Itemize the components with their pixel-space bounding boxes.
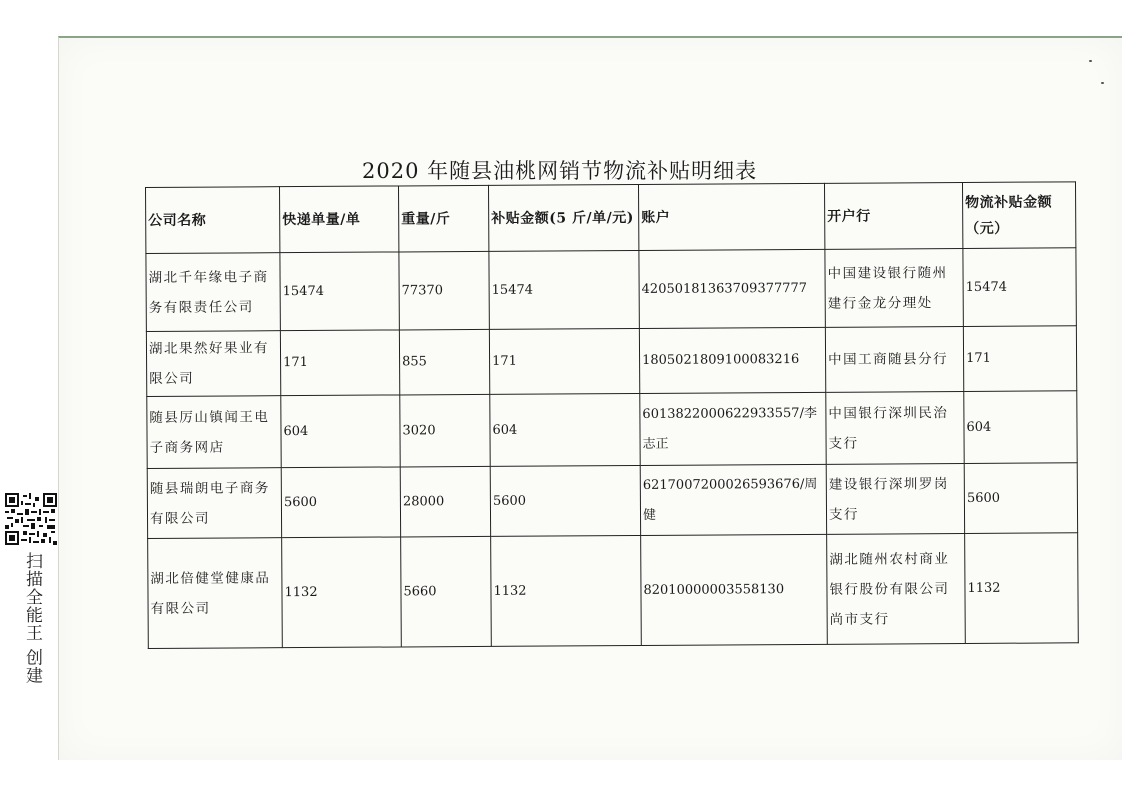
header-weight: 重量/斤	[398, 185, 488, 252]
table-row	[146, 326, 1076, 397]
header-subsidy-amount: 物流补贴金额（元）	[962, 182, 1075, 249]
cell-bank: 中国建设银行随州建行金龙分理处	[825, 249, 963, 328]
table-header-row	[146, 182, 1076, 254]
cell-express-orders: 15474	[280, 252, 399, 331]
cell-weight: 77370	[399, 251, 489, 330]
qr-code-icon	[5, 493, 57, 545]
cell-express-orders: 5600	[281, 467, 400, 538]
cell-account: 6217007200026593676/周健	[640, 464, 826, 535]
scan-speck	[1101, 82, 1104, 84]
cell-subsidy-amount: 1132	[965, 533, 1079, 644]
table-row	[147, 463, 1077, 539]
cell-subsidy-rate: 171	[489, 328, 639, 394]
scan-speck	[1089, 60, 1092, 62]
cell-weight: 28000	[400, 466, 490, 537]
cell-company-name: 湖北千年缘电子商务有限责任公司	[146, 253, 280, 332]
cell-company-name: 湖北倍健堂健康品有限公司	[148, 538, 283, 649]
header-subsidy-rate: 补贴金额(5 斤/单/元)	[488, 184, 638, 251]
cell-subsidy-rate: 15474	[489, 250, 639, 329]
cell-bank: 中国银行深圳民治支行	[826, 392, 964, 465]
cell-account: 6013822000622933557/李志正	[640, 392, 826, 465]
document-title: 2020 年随县油桃网销节物流补贴明细表	[362, 159, 758, 183]
cell-bank: 湖北随州农村商业银行股份有限公司尚市支行	[827, 533, 966, 644]
cell-account: 42050181363709377777	[639, 249, 825, 328]
header-bank: 开户行	[824, 183, 962, 250]
cell-express-orders: 171	[280, 330, 399, 396]
cell-company-name: 随县瑞朗电子商务有限公司	[147, 468, 281, 539]
cell-account: 82010000003558130	[641, 534, 828, 645]
header-account: 账户	[638, 183, 824, 250]
watermark-text: 扫描全能王 创建	[22, 552, 42, 685]
cell-company-name: 随县厉山镇闻王电子商务网店	[147, 396, 281, 469]
cell-weight: 5660	[401, 536, 492, 647]
table-row	[148, 533, 1079, 649]
subsidy-detail-table	[145, 181, 1079, 649]
cell-company-name: 湖北果然好果业有限公司	[146, 331, 280, 397]
cell-weight: 855	[399, 329, 489, 395]
header-express-orders: 快递单量/单	[280, 186, 399, 253]
cell-subsidy-amount: 15474	[963, 248, 1076, 327]
cell-express-orders: 1132	[282, 537, 402, 648]
cell-subsidy-amount: 5600	[964, 463, 1077, 534]
cell-subsidy-rate: 604	[490, 393, 640, 466]
cell-express-orders: 604	[281, 395, 400, 468]
header-company-name: 公司名称	[146, 187, 280, 254]
table-row	[146, 248, 1076, 332]
table-row	[147, 391, 1077, 469]
cell-weight: 3020	[400, 394, 490, 467]
cell-subsidy-rate: 5600	[490, 465, 640, 536]
cell-bank: 建设银行深圳罗岗支行	[826, 464, 964, 535]
cell-subsidy-amount: 604	[964, 391, 1077, 464]
cell-bank: 中国工商随县分行	[825, 327, 963, 393]
cell-subsidy-amount: 171	[963, 326, 1076, 392]
cell-account: 1805021809100083216	[639, 327, 825, 393]
cell-subsidy-rate: 1132	[491, 535, 642, 646]
